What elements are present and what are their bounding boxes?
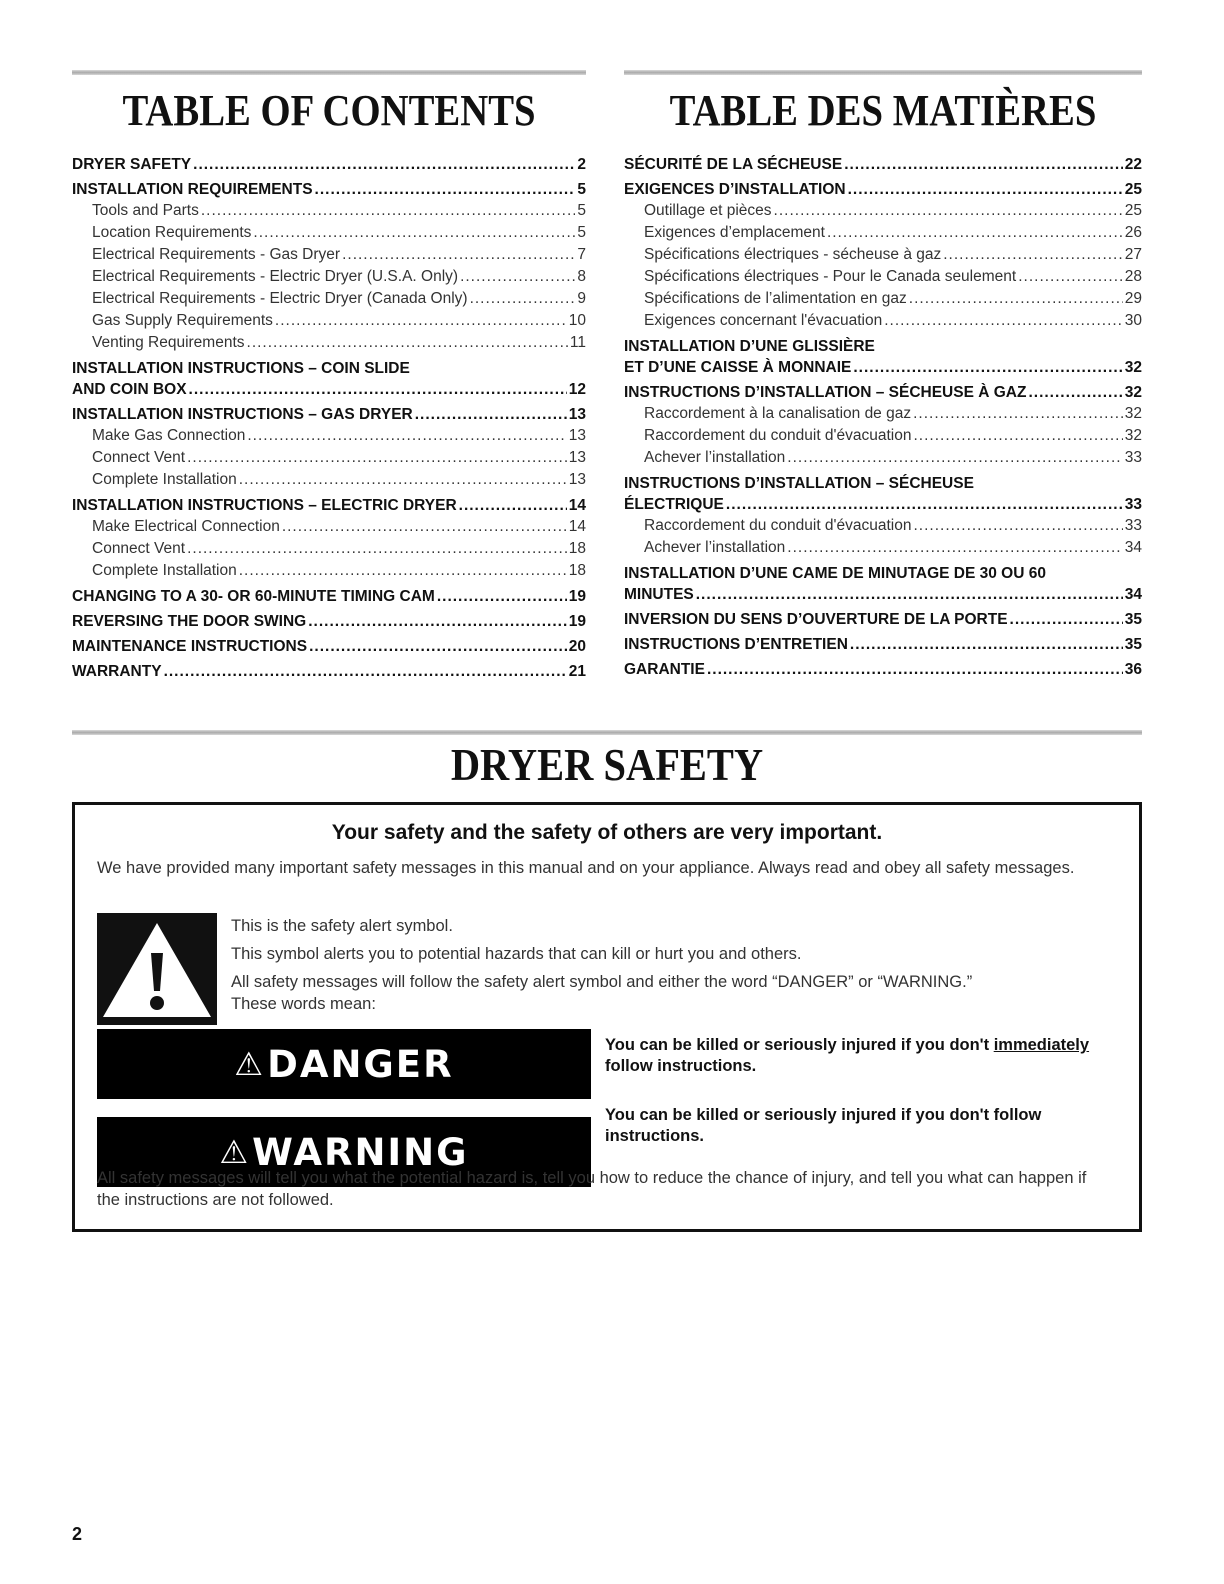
warning-description: You can be killed or seriously injured if you don't follow instructions. (605, 1106, 1042, 1145)
toc-entry-page: 25 (1124, 181, 1142, 198)
safety-heading: Your safety and the safety of others are very important. (331, 821, 883, 844)
toc-entry-page: 36 (1124, 661, 1142, 678)
toc-entry-label: SÉCURITÉ DE LA SÉCHEUSE (624, 156, 843, 173)
toc-entry (72, 425, 586, 447)
toc-entry-page: 14 (568, 497, 586, 514)
toc-entry-page: 18 (568, 562, 586, 579)
toc-entry (624, 515, 1142, 537)
toc-entry-page: 30 (1124, 312, 1142, 329)
dot-leader (913, 403, 1123, 425)
toc-entry-page: 33 (1124, 496, 1142, 513)
toc-entry-label: Make Electrical Connection (92, 518, 280, 535)
toc-entry-page: 12 (568, 381, 586, 398)
divider-rule (72, 730, 1142, 735)
toc-entry-page: 13 (568, 406, 586, 423)
toc-entry (624, 447, 1142, 469)
toc-entry-label: AND COIN BOX (72, 381, 187, 398)
toc-entry-label: INSTALLATION INSTRUCTIONS – GAS DRYER (72, 406, 413, 423)
toc-entry-page: 5 (577, 224, 586, 241)
dot-leader (282, 516, 567, 538)
safety-footnote: All safety messages will tell you what the potential hazard is, tell you how to reduce the chance of injury, and tell you what can happen if the instructions are not followed. (97, 1169, 1087, 1209)
toc-entry-label: MINUTES (624, 586, 694, 603)
toc-entry-label: INSTRUCTIONS D’ENTRETIEN (624, 636, 848, 653)
toc-entry (624, 336, 1142, 357)
warning-triangle-icon: ⚠ (219, 1133, 251, 1171)
toc-entry (624, 537, 1142, 559)
divider-rule (72, 70, 586, 75)
toc-title: TABLE OF CONTENTS (122, 86, 536, 135)
toc-entry-page: 5 (577, 202, 586, 219)
toc-entry-label: INSTALLATION INSTRUCTIONS – COIN SLIDE (72, 360, 410, 377)
toc-entry-page: 21 (568, 663, 586, 680)
section-title: DRYER SAFETY (450, 739, 764, 790)
dot-leader (848, 179, 1123, 200)
alert-line: This symbol alerts you to potential hazards that can kill or hurt you and others. (231, 945, 802, 963)
dot-leader (1028, 382, 1122, 403)
toc-entry-label: INVERSION DU SENS D’OUVERTURE DE LA PORTE (624, 611, 1008, 628)
toc-entry-page: 2 (577, 156, 586, 173)
toc-entry (624, 222, 1142, 244)
toc-entry (72, 636, 586, 657)
toc-entry-label: CHANGING TO A 30- OR 60-MINUTE TIMING CAM (72, 588, 435, 605)
toc-entry (624, 288, 1142, 310)
toc-entry-page: 10 (568, 312, 586, 329)
toc-entry-label: WARRANTY (72, 663, 162, 680)
toc-entry-label: EXIGENCES D’INSTALLATION (624, 181, 846, 198)
toc-french (624, 70, 1142, 680)
dot-leader (247, 332, 568, 354)
dot-leader (459, 495, 567, 516)
dot-leader (909, 288, 1123, 310)
dot-leader (853, 357, 1122, 378)
toc-entry (624, 403, 1142, 425)
dot-leader (696, 584, 1123, 605)
dot-leader (437, 586, 567, 607)
toc-entry (624, 494, 1142, 515)
toc-entry-page: 19 (568, 588, 586, 605)
toc-entry (624, 266, 1142, 288)
danger-text-emphasis: immediately (993, 1036, 1090, 1054)
toc-entry-page: 5 (577, 181, 586, 198)
dot-leader (189, 379, 567, 400)
safety-intro: We have provided many important safety messages in this manual and on your appliance. Always read and obey all safety messages. (97, 859, 1075, 877)
dot-leader (884, 310, 1123, 332)
toc-entry-page: 26 (1124, 224, 1142, 241)
toc-entry (72, 586, 586, 607)
toc-entry (624, 244, 1142, 266)
dot-leader (187, 447, 567, 469)
toc-entry-label: ÉLECTRIQUE (624, 496, 724, 513)
dot-leader (342, 244, 575, 266)
toc-entry (72, 266, 586, 288)
toc-entry (624, 425, 1142, 447)
toc-entry-page: 8 (577, 268, 586, 285)
toc-entry-label: Achever l’installation (644, 539, 786, 556)
toc-entry-page: 29 (1124, 290, 1142, 307)
toc-entry (72, 154, 586, 175)
dot-leader (164, 661, 567, 682)
alert-line: These words mean: (231, 995, 376, 1013)
toc-entry (624, 310, 1142, 332)
toc-entry-page: 34 (1124, 586, 1142, 603)
toc-entry (72, 200, 586, 222)
dot-leader (914, 425, 1123, 447)
toc-entry-label: INSTALLATION REQUIREMENTS (72, 181, 313, 198)
toc-entry-label: Achever l’installation (644, 449, 786, 466)
dot-leader (726, 494, 1123, 515)
warning-triangle-icon: ⚠ (234, 1045, 266, 1083)
toc-entry-page: 33 (1124, 517, 1142, 534)
danger-label: DANGER (267, 1042, 454, 1086)
toc-entry-page: 13 (568, 427, 586, 444)
dot-leader (308, 611, 567, 632)
alert-line: All safety messages will follow the safety alert symbol and either the word “DANGER” or “WARNING.” (231, 973, 973, 991)
dot-leader (470, 288, 576, 310)
toc-entry (72, 358, 586, 379)
toc-english (72, 70, 586, 682)
toc-entry (624, 473, 1142, 494)
toc-entry-label: Venting Requirements (92, 334, 245, 351)
toc-entry-label: REVERSING THE DOOR SWING (72, 613, 307, 630)
toc-entry-page: 22 (1124, 156, 1142, 173)
toc-entry-page: 19 (568, 613, 586, 630)
dot-leader (187, 538, 567, 560)
danger-description (605, 1035, 1135, 1077)
dot-leader (201, 200, 576, 222)
toc-entry (72, 516, 586, 538)
dot-leader (844, 154, 1123, 175)
toc-entry (624, 584, 1142, 605)
toc-entry-label: Electrical Requirements - Electric Dryer (U.S.A. Only) (92, 268, 459, 285)
toc-entry-page: 32 (1124, 405, 1142, 422)
dot-leader (787, 537, 1122, 559)
toc-entry-page: 13 (568, 449, 586, 466)
dot-leader (239, 469, 567, 491)
toc-entry (624, 563, 1142, 584)
dot-leader (415, 404, 567, 425)
toc-entry-label: INSTALLATION D’UNE GLISSIÈRE (624, 338, 875, 355)
toc-entry (72, 469, 586, 491)
dot-leader (193, 154, 575, 175)
toc-entry (72, 179, 586, 200)
toc-entry-page: 34 (1124, 539, 1142, 556)
warning-label: WARNING (252, 1130, 469, 1174)
toc-entry (72, 332, 586, 354)
toc-entry-label: Outillage et pièces (644, 202, 772, 219)
toc-entry-page: 35 (1124, 611, 1142, 628)
dot-leader (914, 515, 1123, 537)
dot-leader (247, 425, 566, 447)
toc-entry-label: Gas Supply Requirements (92, 312, 273, 329)
toc-entry (624, 357, 1142, 378)
toc-entry-label: Exigences d’emplacement (644, 224, 825, 241)
toc-entry-page: 35 (1124, 636, 1142, 653)
toc-entry-label: Spécifications de l’alimentation en gaz (644, 290, 907, 307)
dot-leader (309, 636, 567, 657)
toc-entry (72, 222, 586, 244)
toc-entry (72, 288, 586, 310)
dot-leader (850, 634, 1123, 655)
toc-entry-page: 7 (577, 246, 586, 263)
toc-entry (72, 404, 586, 425)
danger-text: You can be killed or seriously injured if you don't (605, 1036, 994, 1054)
toc-entry-list (624, 154, 1142, 680)
toc-entry (72, 495, 586, 516)
dot-leader (707, 659, 1123, 680)
toc-entry-label: Make Gas Connection (92, 427, 246, 444)
divider-rule (624, 70, 1142, 75)
toc-entry-page: 32 (1124, 359, 1142, 376)
dot-leader (787, 447, 1122, 469)
dot-leader (943, 244, 1123, 266)
page-number: 2 (72, 1524, 83, 1544)
dot-leader (460, 266, 575, 288)
toc-entry-list (72, 154, 586, 682)
toc-entry-label: Raccordement du conduit d'évacuation (644, 427, 912, 444)
safety-box (72, 802, 1142, 1232)
toc-entry-label: ET D’UNE CAISSE À MONNAIE (624, 359, 852, 376)
safety-alert-icon (97, 913, 217, 1025)
toc-entry-label: Location Requirements (92, 224, 252, 241)
toc-entry (72, 379, 586, 400)
toc-entry (72, 310, 586, 332)
toc-entry-label: Spécifications électriques - sécheuse à gaz (644, 246, 942, 263)
toc-entry (624, 659, 1142, 680)
toc-entry-label: Exigences concernant l'évacuation (644, 312, 883, 329)
toc-entry-label: MAINTENANCE INSTRUCTIONS (72, 638, 308, 655)
danger-signal-bar (97, 1029, 591, 1099)
toc-entry-page: 9 (577, 290, 586, 307)
toc-entry-page: 13 (568, 471, 586, 488)
toc-entry-label: INSTRUCTIONS D’INSTALLATION – SÉCHEUSE À GAZ (624, 384, 1027, 401)
toc-entry-label: Connect Vent (92, 449, 186, 466)
toc-entry-label: Electrical Requirements - Gas Dryer (92, 246, 341, 263)
toc-entry-page: 18 (568, 540, 586, 557)
dot-leader (239, 560, 567, 582)
toc-entry-label: GARANTIE (624, 661, 705, 678)
toc-entry (624, 179, 1142, 200)
toc-entry-label: Connect Vent (92, 540, 186, 557)
toc-entry-label: Raccordement à la canalisation de gaz (644, 405, 912, 422)
toc-title: TABLE DES MATIÈRES (669, 86, 1097, 135)
toc-entry (72, 447, 586, 469)
toc-entry-label: Complete Installation (92, 471, 237, 488)
toc-entry (72, 244, 586, 266)
toc-entry (72, 538, 586, 560)
toc-entry-page: 28 (1124, 268, 1142, 285)
toc-entry-label: INSTALLATION D’UNE CAME DE MINUTAGE DE 30 OU 60 (624, 565, 1046, 582)
dot-leader (275, 310, 567, 332)
toc-entry (624, 609, 1142, 630)
toc-entry-label: Electrical Requirements - Electric Dryer (Canada Only) (92, 290, 468, 307)
toc-entry (624, 634, 1142, 655)
dot-leader (1018, 266, 1123, 288)
toc-entry-label: Tools and Parts (92, 202, 199, 219)
toc-entry-label: DRYER SAFETY (72, 156, 192, 173)
danger-text: follow instructions. (605, 1057, 757, 1075)
toc-entry (624, 154, 1142, 175)
dot-leader (315, 179, 576, 200)
toc-entry (72, 661, 586, 682)
toc-entry-page: 11 (569, 334, 586, 351)
toc-entry-page: 25 (1124, 202, 1142, 219)
dot-leader (827, 222, 1123, 244)
dot-leader (774, 200, 1123, 222)
toc-entry-page: 32 (1124, 384, 1142, 401)
toc-entry-page: 32 (1124, 427, 1142, 444)
toc-entry-page: 33 (1124, 449, 1142, 466)
toc-entry (624, 382, 1142, 403)
toc-entry-page: 27 (1124, 246, 1142, 263)
alert-line: This is the safety alert symbol. (231, 917, 453, 935)
dot-leader (1010, 609, 1123, 630)
toc-entry (72, 560, 586, 582)
toc-entry (624, 200, 1142, 222)
dot-leader (253, 222, 575, 244)
toc-entry-label: INSTRUCTIONS D’INSTALLATION – SÉCHEUSE (624, 475, 974, 492)
toc-entry-label: Spécifications électriques - Pour le Canada seulement (644, 268, 1017, 285)
toc-entry-page: 20 (568, 638, 586, 655)
toc-entry-label: Complete Installation (92, 562, 237, 579)
toc-entry-label: Raccordement du conduit d'évacuation (644, 517, 912, 534)
toc-entry-page: 14 (568, 518, 586, 535)
toc-entry-label: INSTALLATION INSTRUCTIONS – ELECTRIC DRYER (72, 497, 457, 514)
toc-entry (72, 611, 586, 632)
